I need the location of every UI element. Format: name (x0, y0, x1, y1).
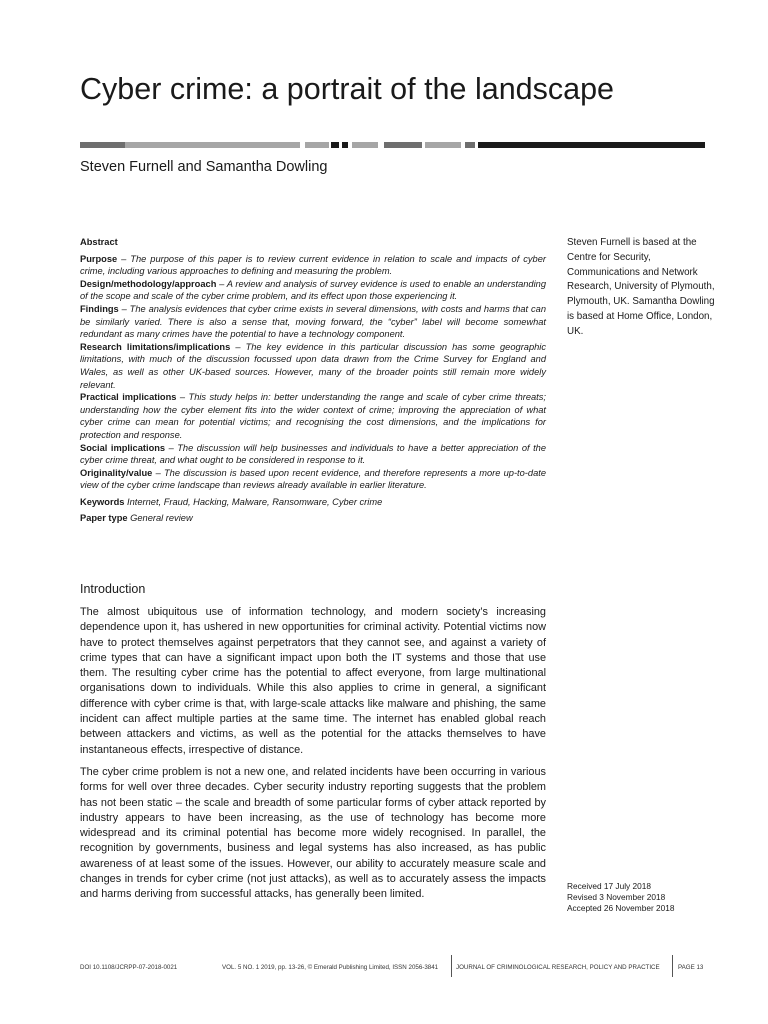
paper-type-label: Paper type (80, 513, 128, 524)
received-date: Received 17 July 2018 (567, 881, 651, 891)
abstract-text: – The discussion is based upon recent evidence, and therefore represents a more up-to-date view of the cyber crime landscape than reviews already available in earlier literature. (80, 467, 546, 491)
abstract-design (80, 278, 546, 303)
introduction-body (80, 605, 546, 910)
abstract-heading: Abstract (80, 237, 118, 247)
rule-segment (331, 142, 339, 148)
abstract-label: Social implications (80, 442, 166, 453)
rule-segment (305, 142, 329, 148)
abstract-text: – The purpose of this paper is to review current evidence in relation to scale and impacts of cyber crime, including various approaches to defining and measuring the problem. (80, 253, 546, 277)
body-paragraph: The cyber crime problem is not a new one, and related incidents have been occurring in various forms for well over three decades. Cyber security industry reporting suggests that the problem has not been static – the scale and breadth of some particular forms of cyber attack reported by industry appears to have been increasing, as the use of technology has become more widespread and its criminal potential has become more widely recognised. In parallel, the recognition by governments, business and legal systems has also increased, as has public awareness of at least some of the issues. However, our ability to accurately measure scale and changes in trends for cyber crime (not just attacks), as well as to accurately assess the impacts and harms deriving from successful attacks, has generally been limited. (80, 765, 546, 901)
abstract-text: – The key evidence in this particular discussion has some geographic limitations, with much of the discussion focussed upon data drawn from the Crime Survey for England and Wales, as well as other UK-based sources. However, many of the broader points still remain more widely relevant. (80, 341, 547, 390)
revised-date: Revised 3 November 2018 (567, 892, 666, 903)
rule-segment (465, 142, 475, 148)
author-affiliation: Steven Furnell is based at the Centre for Security, Communications and Network Research, University of Plymouth, Plymouth, UK. Samantha Dowling is based at Home Office, London, UK. (567, 237, 715, 337)
article-title: Cyber crime: a portrait of the landscape (80, 72, 615, 106)
abstract-purpose (80, 253, 546, 278)
article-dates (567, 881, 727, 915)
rule-segment (384, 142, 422, 148)
footer-divider (451, 955, 452, 977)
body-paragraph: The almost ubiquitous use of information technology, and modern society’s increasing dependence upon it, has ushered in new opportunities for criminal activity. Potential victims now have to protect themselves against perpetrators that they cannot see, and against a variety of crime types that can have a significant impact upon both the IT systems and those that use them. The resulting cyber crime has the potential to affect everyone, from large multinational organisations down to individuals. While this also applies to crime in general, a significant difference with cyber crime is that, with large-scale attacks like malware and phishing, the same incident can affect multiple parties at the same time. The internet has enabled global reach between attackers and victims, as well as the potential for the attacks themselves to have instantaneous effects, irrespective of distance. (80, 606, 546, 756)
abstract-label: Findings (80, 303, 119, 314)
rule-segment (352, 142, 378, 148)
abstract-research-limitations (80, 341, 546, 391)
rule-segment (342, 142, 348, 148)
abstract-label: Practical implications (80, 392, 177, 403)
abstract-text: – The analysis evidences that cyber crime exists in several dimensions, with costs and harms that can be similarly varied. There is also a sense that, moving forward, the “cyber” label will become somewhat redundant as many crimes have the potential to have a technology component. (80, 303, 546, 340)
abstract-label: Originality/value (80, 467, 153, 478)
abstract-label: Purpose (80, 253, 118, 264)
abstract-text: – A review and analysis of survey evidence is used to enable an understanding of the scope and scale of the cyber crime problem, and its effect upon those experiencing it. (80, 278, 546, 302)
accepted-date: Accepted 26 November 2018 (567, 903, 675, 914)
keywords-label: Keywords (80, 496, 125, 507)
abstract-text: – The discussion will help businesses and individuals to have a better appreciation of the cyber crime threat, and what ought to be considered in response to it. (80, 442, 546, 466)
abstract-paper-type (80, 512, 546, 525)
abstract-originality (80, 467, 546, 492)
abstract-social-implications (80, 442, 546, 467)
authors: Steven Furnell and Samantha Dowling (80, 159, 328, 175)
abstract-keywords (80, 496, 546, 509)
rule-segment (478, 142, 705, 148)
abstract-label: Research limitations/implications (80, 341, 231, 352)
keywords-text: Internet, Fraud, Hacking, Malware, Ransomware, Cyber crime (124, 496, 383, 507)
footer-journal: JOURNAL OF CRIMINOLOGICAL RESEARCH, POLICY AND PRACTICE (456, 964, 660, 971)
rule-segment (425, 142, 461, 148)
section-heading-introduction: Introduction (80, 582, 146, 596)
abstract-findings (80, 303, 546, 341)
footer-page-number: PAGE 13 (678, 964, 704, 971)
paper-type-text: General review (127, 513, 193, 524)
rule-segment (125, 142, 300, 148)
footer-doi: DOI 10.1108/JCRPP-07-2018-0021 (80, 964, 178, 971)
abstract-practical-implications (80, 391, 546, 441)
footer-volume: VOL. 5 NO. 1 2019, pp. 13-26, © Emerald Publishing Limited, ISSN 2056-3841 (222, 964, 439, 971)
footer-divider (672, 955, 673, 977)
abstract-text: – This study helps in: better understanding the range and scale of cyber crime threats; understanding how the cyber element fits into the wider context of crime; improving the appreciation of what cyber crime can mean for potential victims; and recognising the cost dimensions, and the implications for protection and response. (80, 392, 546, 440)
page-footer (0, 962, 768, 974)
abstract-label: Design/methodology/approach (80, 278, 217, 289)
rule-segment (80, 142, 125, 148)
abstract (80, 236, 546, 525)
